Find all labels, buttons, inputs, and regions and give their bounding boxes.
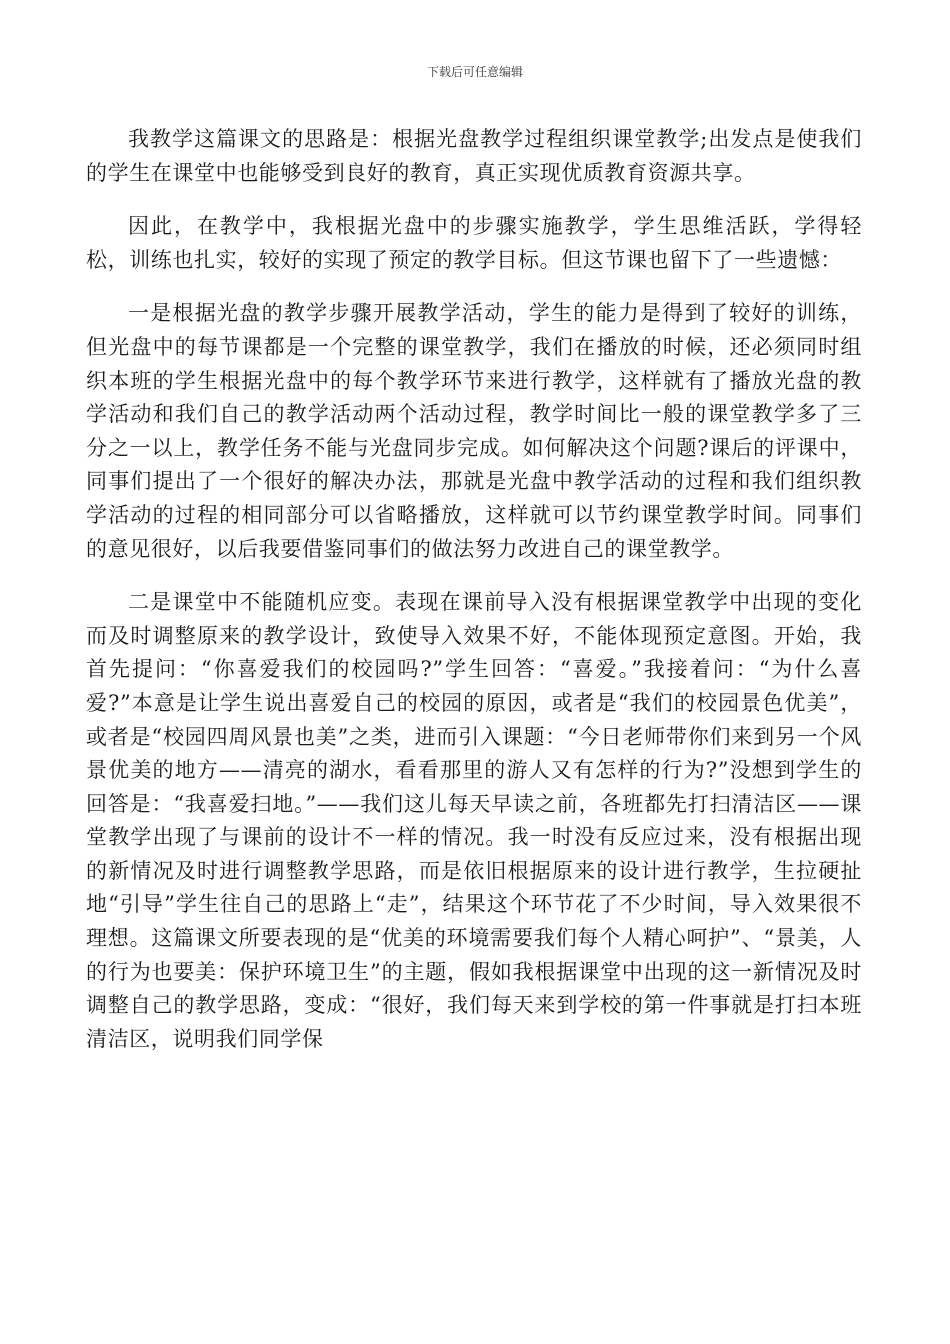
paragraph-1: 我教学这篇课文的思路是：根据光盘教学过程组织课堂教学;出发点是使我们的学生在课堂中也能够受到良好的教育，真正实现优质教育资源共享。 <box>86 127 862 185</box>
document-body <box>86 123 862 1076</box>
paragraph-2: 因此，在教学中，我根据光盘中的步骤实施教学，学生思维活跃，学得轻松，训练也扎实，较好的实现了预定的教学目标。但这节课也留下了一些遗憾： <box>86 214 862 272</box>
paragraph-4: 二是课堂中不能随机应变。表现在课前导入没有根据课堂教学中出现的变化而及时调整原来的教学设计，致使导入效果不好，不能体现预定意图。开始，我首先提问：“你喜爱我们的校园吗?”学生回答：“喜爱。”我接着问：“为什么喜爱?”本意是让学生说出喜爱自己的校园的原因，或者是“我们的校园景色优美”，或者是“校园四周风景也美”之类，进而引入课题：“今日老师带你们来到另一个风景优美的地方——清亮的湖水，看看那里的游人又有怎样的行为?”没想到学生的回答是：“我喜爱扫地。”——我们这儿每天早读之前，各班都先打扫清洁区——课堂教学出现了与课前的设计不一样的情况。我一时没有反应过来，没有根据出现的新情况及时进行调整教学思路，而是依旧根据原来的设计进行教学，生拉硬扯地“引导”学生往自己的思路上“走”，结果这个环节花了不少时间，导入效果很不理想。这篇课文所要表现的是“优美的环境需要我们每个人精心呵护”、“景美，人的行为也要美：保护环境卫生”的主题，假如我根据课堂中出现的这一新情况及时调整自己的教学思路，变成：“很好，我们每天来到学校的第一件事就是打扫本班清洁区，说明我们同学保 <box>86 590 862 1051</box>
page-header: 下载后可任意编辑 <box>426 65 523 79</box>
paragraph-3: 一是根据光盘的教学步骤开展教学活动，学生的能力是得到了较好的训练，但光盘中的每节课都是一个完整的课堂教学，我们在播放的时候，还必须同时组织本班的学生根据光盘中的每个教学环节来进行教学，这样就有了播放光盘的教学活动和我们自己的教学活动两个活动过程，教学时间比一般的课堂教学多了三分之一以上，教学任务不能与光盘同步完成。如何解决这个问题?课后的评课中，同事们提出了一个很好的解决办法，那就是光盘中教学活动的过程和我们组织教学活动的过程的相同部分可以省略播放，这样就可以节约课堂教学时间。同事们的意见很好，以后我要借鉴同事们的做法努力改进自己的课堂教学。 <box>86 301 862 561</box>
